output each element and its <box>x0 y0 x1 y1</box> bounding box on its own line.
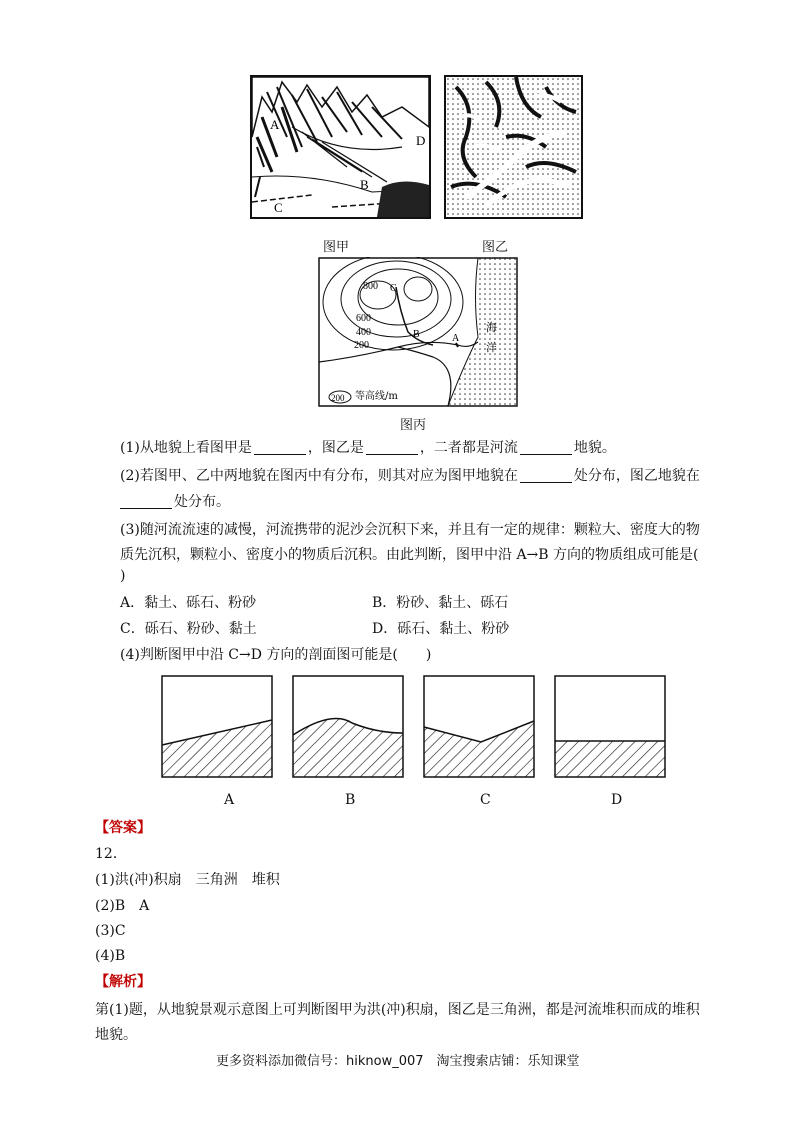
jia-label-c: C <box>274 200 283 215</box>
blank-1b <box>366 440 418 455</box>
option-3d: D．砾石、黏土、粉砂 <box>372 621 510 637</box>
jia-label-b: B <box>360 177 369 192</box>
profile-c <box>423 675 535 782</box>
profile-label-c: C <box>480 792 491 808</box>
footer-note: 更多资料添加微信号：hiknow_007 淘宝搜索店铺：乐知课堂 <box>216 1054 580 1069</box>
contour-200: 200 <box>354 340 369 351</box>
analysis-line2: 地貌。 <box>95 1027 137 1043</box>
question-2: (2)若图甲、乙中两地貌在图丙中有分布，则其对应为图甲地貌在 处分布，图乙地貌在 <box>120 468 700 484</box>
jia-label-a: A <box>270 117 280 132</box>
question-3-line1: (3)随河流流速的减慢，河流携带的泥沙会沉积下来，并且有一定的规律：颗粒大、密度大的物 <box>120 522 700 538</box>
question-3-line2: 质先沉积，颗粒小、密度小的物质后沉积。由此判断，图甲中沿 A→B 方向的物质组成可能是( <box>120 547 699 563</box>
sea-label-2: 洋 <box>486 341 497 354</box>
contour-400: 400 <box>356 327 371 338</box>
question-2-cont: 处分布。 <box>120 492 230 512</box>
answer-4: (4)B <box>95 948 126 964</box>
caption-jia: 图甲 <box>323 240 350 255</box>
alluvial-fan-sketch <box>252 77 429 217</box>
question-3-line3: ) <box>120 568 126 584</box>
bing-label-a: A <box>452 333 460 344</box>
profile-label-a: A <box>224 792 235 808</box>
bing-label-b: B <box>413 329 420 340</box>
profile-d <box>554 675 666 782</box>
answer-2: (2)B A <box>95 898 150 914</box>
profile-b <box>292 675 404 782</box>
legend-contour-text: 等高线/m <box>355 391 398 402</box>
option-3b: B．粉砂、黏土、砾石 <box>372 595 509 611</box>
answer-3: (3)C <box>95 923 126 939</box>
sea-label-1: 海 <box>486 321 497 334</box>
answer-number: 12． <box>95 846 127 862</box>
figure-yi <box>444 75 583 219</box>
delta-sketch <box>446 77 581 217</box>
contour-600: 600 <box>356 313 371 324</box>
analysis-line1: 第(1)题，从地貌景观示意图上可判断图甲为洪(冲)积扇，图乙是三角洲，都是河流堆积而成的堆积 <box>95 1002 700 1018</box>
answer-heading: 【答案】 <box>95 820 151 836</box>
blank-2a <box>520 468 572 483</box>
caption-bing: 图丙 <box>400 418 427 433</box>
analysis-heading: 【解析】 <box>95 974 151 990</box>
answer-1: (1)洪(冲)积扇 三角洲 堆积 <box>95 872 280 888</box>
profile-label-d: D <box>611 792 623 808</box>
figure-jia <box>250 75 431 219</box>
jia-label-d: D <box>416 133 426 148</box>
profile-label-b: B <box>345 792 356 808</box>
bing-label-c: C <box>390 283 397 294</box>
option-3c: C．砾石、粉砂、黏土 <box>120 621 257 637</box>
caption-yi: 图乙 <box>482 240 509 255</box>
blank-2b <box>120 494 172 509</box>
profile-a <box>161 675 273 782</box>
question-1: (1)从地貌上看图甲是 ，图乙是 ，二者都是河流 地貌。 <box>120 440 616 456</box>
legend-contour-value: 200 <box>331 393 345 403</box>
contour-800: 800 <box>363 281 378 292</box>
option-3a: A．黏土、砾石、粉砂 <box>120 595 257 611</box>
figure-bing <box>318 257 518 407</box>
blank-1c <box>520 440 572 455</box>
blank-1a <box>254 440 306 455</box>
contour-map <box>318 257 518 407</box>
question-4: (4)判断图甲中沿 C→D 方向的剖面图可能是( ) <box>120 647 432 663</box>
